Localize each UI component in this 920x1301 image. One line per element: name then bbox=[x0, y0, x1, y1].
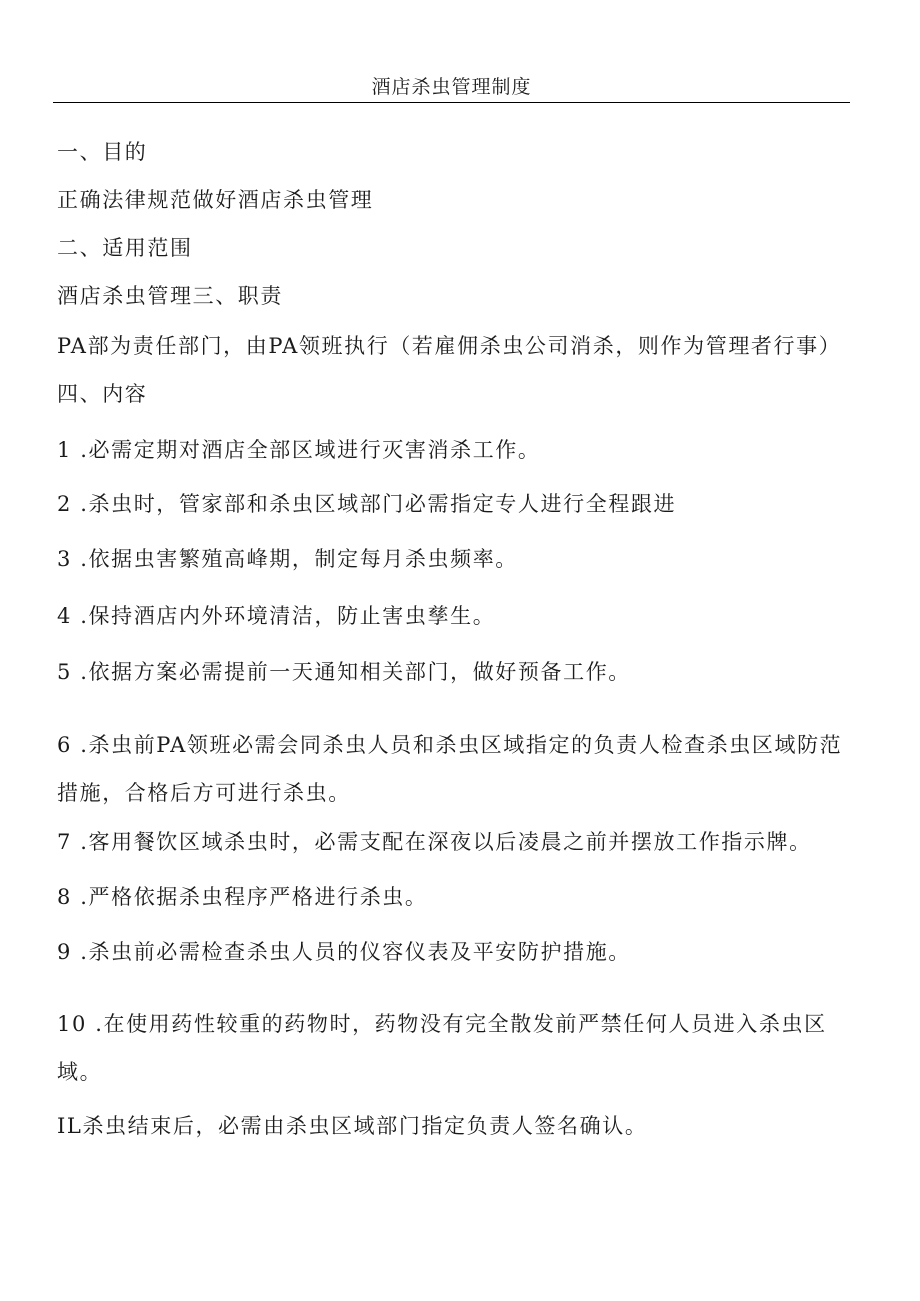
scope-text: 酒店杀虫管理三、职责 bbox=[57, 284, 283, 308]
list-item-6: 6 .杀虫前PA领班必需会同杀虫人员和杀虫区域指定的负责人检查杀虫区域防范措施，合格后方可进行杀虫。 bbox=[57, 733, 843, 805]
list-item-3: 3 .依据虫害繁殖高峰期，制定每月杀虫频率。 bbox=[57, 547, 518, 571]
list-item-4: 4 .保持酒店内外环境清洁，防止害虫孳生。 bbox=[57, 604, 496, 628]
list-item-10: 10 .在使用药性较重的药物时，药物没有完全散发前严禁任何人员进入杀虫区域。 bbox=[57, 1012, 827, 1084]
purpose-text: 正确法律规范做好酒店杀虫管理 bbox=[57, 188, 374, 212]
list-item-1: 1 .必需定期对酒店全部区域进行灭害消杀工作。 bbox=[57, 438, 541, 462]
list-item-8: 8 .严格依据杀虫程序严格进行杀虫。 bbox=[57, 885, 428, 909]
list-item-5: 5 .依据方案必需提前一天通知相关部门，做好预备工作。 bbox=[57, 660, 631, 684]
document-title: 酒店杀虫管理制度 bbox=[371, 76, 532, 98]
list-item-2: 2 .杀虫时，管家部和杀虫区域部门必需指定专人进行全程跟进 bbox=[57, 492, 677, 516]
purpose-heading: 一、目的 bbox=[57, 140, 148, 164]
list-item-9: 9 .杀虫前必需检查杀虫人员的仪容仪表及平安防护措施。 bbox=[57, 940, 631, 964]
scope-heading: 二、适用范围 bbox=[57, 236, 193, 260]
list-item-7: 7 .客用餐饮区域杀虫时，必需支配在深夜以后凌晨之前并摆放工作指示牌。 bbox=[57, 830, 812, 854]
list-item-11: IL杀虫结束后，必需由杀虫区域部门指定负责人签名确认。 bbox=[57, 1114, 648, 1138]
page-header bbox=[53, 72, 850, 103]
duty-text: PA部为责任部门，由PA领班执行（若雇佣杀虫公司消杀，则作为管理者行事）四、内容 bbox=[57, 334, 842, 406]
